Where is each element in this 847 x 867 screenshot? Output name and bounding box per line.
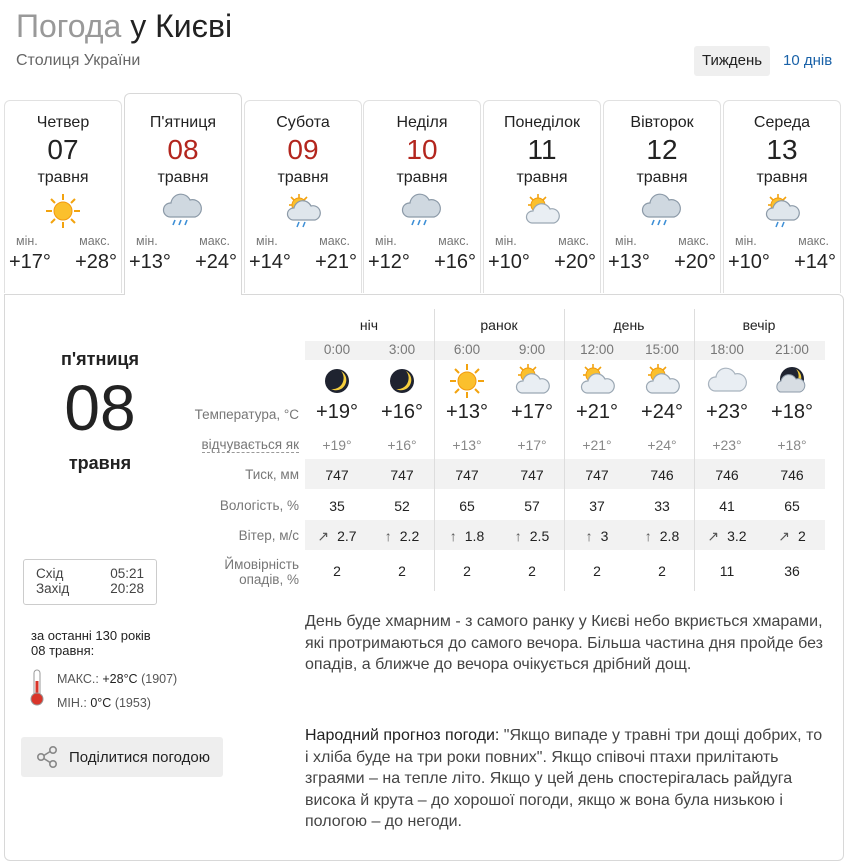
hour-feels: +21°: [582, 437, 612, 453]
hour-pressure: 747: [585, 467, 609, 483]
min-label: мін.: [735, 234, 757, 248]
day-month: травня: [37, 169, 89, 186]
precip-label-line1: Ймовірність: [224, 557, 299, 572]
max-label: макс.: [798, 234, 829, 248]
max-label: макс.: [79, 234, 110, 248]
hour-pressure: 746: [780, 467, 804, 483]
min-temp: +13°: [129, 251, 171, 273]
wind-direction-icon: ↗: [317, 528, 330, 544]
record-max-label: МАКС.:: [57, 672, 99, 686]
hour-pressure: 747: [390, 467, 414, 483]
hour-precip: 2: [333, 563, 341, 579]
max-temp: +20°: [674, 251, 716, 273]
hour-wind: [370, 528, 434, 544]
sun-cloud-icon: [484, 191, 600, 231]
hour-temp: +19°: [316, 401, 358, 423]
sun-rain-cloud-icon: [245, 191, 361, 231]
record-min-year: (1953): [114, 696, 151, 710]
day-month: травня: [277, 169, 329, 186]
humidity-row-label: Вологість, %: [219, 498, 299, 513]
hour-pressure: 746: [715, 467, 739, 483]
hour-humidity: 52: [394, 498, 410, 514]
page-subtitle: Столиця України: [16, 52, 141, 69]
day-number: 11: [527, 134, 557, 165]
hour-pressure: 747: [325, 467, 349, 483]
hour-humidity: 41: [719, 498, 735, 514]
ten-days-link[interactable]: 10 днів: [783, 52, 833, 69]
max-label: макс.: [438, 234, 469, 248]
wind-direction-icon: ↗: [707, 528, 720, 544]
day-month: травня: [636, 169, 688, 186]
max-temp: +28°: [75, 251, 117, 273]
share-label: Поділитися погодою: [69, 748, 211, 766]
min-label: мін.: [256, 234, 278, 248]
day-name: П'ятниця: [149, 114, 217, 131]
hour-temp: +17°: [511, 401, 553, 423]
sun-cloud-icon: [565, 365, 629, 397]
thermometer-icon: [29, 669, 45, 707]
sun-icon: [5, 191, 121, 231]
title-prefix: Погода: [16, 8, 122, 44]
period-label: день: [613, 317, 645, 333]
history-records: [57, 667, 177, 715]
day-month: травня: [157, 169, 209, 186]
hour-feels: +23°: [712, 437, 742, 453]
hour-pressure: 747: [520, 467, 544, 483]
wind-direction-icon: ↑: [514, 528, 522, 544]
hour-feels: +17°: [517, 437, 547, 453]
max-temp: +21°: [315, 251, 357, 273]
moon-icon: [305, 365, 369, 397]
hour-temp: +21°: [576, 401, 618, 423]
history-heading: [31, 628, 151, 658]
sunrise-label: Схід: [36, 566, 64, 581]
hour-temp: +18°: [771, 401, 813, 423]
hour-precip: 2: [593, 563, 601, 579]
page-title: [16, 8, 232, 45]
share-icon: [35, 745, 59, 769]
hour-humidity: 35: [329, 498, 345, 514]
detail-date: 08: [64, 372, 136, 444]
hour-feels: +19°: [322, 437, 352, 453]
hour-temp: +24°: [641, 401, 683, 423]
wind-speed: 2: [797, 528, 806, 544]
wind-speed: 2.5: [529, 528, 550, 544]
hour-precip: 2: [528, 563, 536, 579]
hour-temp: +23°: [706, 401, 748, 423]
hour-pressure: 747: [455, 467, 479, 483]
wind-speed: 2.2: [399, 528, 420, 544]
detail-month: травня: [68, 453, 132, 473]
wind-speed: 3: [600, 528, 609, 544]
hour-label: 3:00: [388, 342, 416, 357]
max-temp: +24°: [195, 251, 237, 273]
sunset-time: 20:28: [110, 581, 144, 596]
max-temp: +20°: [554, 251, 596, 273]
hour-wind: [500, 528, 564, 544]
precip-label-line2: опадів, %: [239, 572, 299, 587]
min-label: мін.: [495, 234, 517, 248]
max-temp: +16°: [434, 251, 476, 273]
hour-label: 12:00: [580, 342, 614, 357]
hour-humidity: 37: [589, 498, 605, 514]
min-label: мін.: [375, 234, 397, 248]
day-number: 08: [167, 134, 199, 165]
day-name: Понеділок: [503, 114, 581, 131]
wind-direction-icon: ↑: [384, 528, 392, 544]
record-max-value: +28°C: [102, 672, 138, 686]
day-number: 12: [646, 134, 678, 165]
wind-speed: 2.7: [337, 528, 357, 544]
feels-row-label[interactable]: відчувається як: [201, 437, 299, 452]
day-detail-panel: [4, 294, 844, 861]
max-label: макс.: [678, 234, 709, 248]
day-month: травня: [516, 169, 568, 186]
hour-label: 9:00: [518, 342, 546, 357]
wind-direction-icon: ↑: [585, 528, 593, 544]
min-temp: +10°: [728, 251, 770, 273]
hour-label: 21:00: [775, 342, 809, 357]
wind-direction-icon: ↑: [449, 528, 457, 544]
hour-wind: [630, 528, 694, 544]
rain-cloud-icon: [604, 191, 720, 231]
day-number: 10: [406, 134, 438, 165]
share-button[interactable]: [21, 737, 223, 777]
folk-label: Народний прогноз погоди:: [305, 727, 500, 744]
hour-feels: +18°: [777, 437, 807, 453]
hour-feels: +24°: [647, 437, 677, 453]
hour-precip: 2: [398, 563, 406, 579]
title-city: у Києві: [130, 8, 233, 44]
day-number: 09: [287, 134, 319, 165]
day-card-08[interactable]: [124, 93, 242, 295]
min-label: мін.: [615, 234, 637, 248]
sunset-label: Захід: [36, 581, 70, 596]
day-card-09[interactable]: [244, 100, 362, 293]
day-number: 07: [47, 134, 79, 165]
hour-precip: 36: [784, 563, 800, 579]
wind-speed: 3.2: [727, 528, 747, 544]
rain-cloud-icon: [125, 191, 241, 231]
hour-wind: [760, 528, 824, 545]
max-temp: +14°: [794, 251, 836, 273]
min-temp: +10°: [488, 251, 530, 273]
hour-precip: 11: [719, 563, 735, 579]
day-number: 13: [766, 134, 798, 165]
day-card-12[interactable]: [603, 100, 721, 293]
min-temp: +17°: [9, 251, 51, 273]
history-title: за останні 130 років: [31, 628, 151, 643]
cloud-icon: [695, 365, 759, 397]
hour-wind: [565, 528, 629, 544]
pressure-row-label: Тиск, мм: [245, 467, 299, 482]
max-label: макс.: [558, 234, 589, 248]
day-name: Середа: [753, 114, 811, 131]
hour-precip: 2: [658, 563, 666, 579]
sun-icon: [435, 365, 499, 397]
wind-speed: 2.8: [659, 528, 680, 544]
min-temp: +14°: [249, 251, 291, 273]
detail-weekday: п'ятниця: [61, 349, 139, 369]
min-label: мін.: [136, 234, 158, 248]
hour-wind: [695, 528, 759, 545]
hour-label: 0:00: [323, 342, 351, 357]
hour-label: 18:00: [710, 342, 744, 357]
hour-temp: +13°: [446, 401, 488, 423]
sunrise-time: 05:21: [110, 566, 144, 581]
day-name: Субота: [276, 114, 330, 131]
min-temp: +13°: [608, 251, 650, 273]
period-label: вечір: [742, 317, 776, 333]
week-tab[interactable]: Тиждень: [694, 46, 770, 76]
max-label: макс.: [199, 234, 230, 248]
wind-row-label: Вітер, м/с: [238, 528, 299, 543]
wind-direction-icon: ↑: [644, 528, 652, 544]
hour-precip: 2: [463, 563, 471, 579]
period-label: ранок: [480, 317, 518, 333]
min-label: мін.: [16, 234, 38, 248]
sun-cloud-icon: [630, 365, 694, 397]
min-temp: +12°: [368, 251, 410, 273]
sun-times: [23, 559, 157, 605]
record-max-year: (1907): [141, 672, 178, 686]
rain-cloud-icon: [364, 191, 480, 231]
temp-row-label: Температура, °C: [194, 407, 299, 422]
day-name: Вівторок: [630, 114, 694, 131]
hour-label: 6:00: [453, 342, 481, 357]
day-name: Четвер: [36, 114, 90, 131]
day-name: Неділя: [396, 114, 448, 131]
hour-feels: +13°: [452, 437, 482, 453]
day-card-10[interactable]: [363, 100, 481, 293]
sun-cloud-icon: [500, 365, 564, 397]
day-card-11[interactable]: [483, 100, 601, 293]
forecast-description: День буде хмарним - з самого ранку у Києві небо вкриється хмарами, які протримаються до самого вечора. Більша частина дня пройде без опадів, а ближче до вечора очікується дрібний дощ.: [305, 613, 823, 673]
hour-wind: [435, 528, 499, 544]
day-month: травня: [396, 169, 448, 186]
record-min-value: 0°C: [90, 696, 112, 710]
moon-cloud-icon: [760, 365, 824, 397]
max-label: макс.: [319, 234, 350, 248]
wind-direction-icon: ↗: [778, 528, 790, 544]
day-card-13[interactable]: [723, 100, 841, 293]
hour-humidity: 57: [524, 498, 540, 514]
hour-humidity: 33: [654, 498, 670, 514]
record-min-label: МІН.:: [57, 696, 87, 710]
hour-pressure: 746: [650, 467, 674, 483]
precip-row-label: [157, 557, 299, 587]
folk-text: "Якщо випаде у травні три дощі добрих, то і хліба буде на три роки повних". Якщо співочі птахи прилітають зграями – на тепле літо. Якщо у цей день спостерігалась райдуга висока й крута – до хорошої погоди, якщо ж вона була низькою і пологою – до негоди.: [305, 727, 823, 830]
hour-label: 15:00: [645, 342, 679, 357]
day-month: травня: [756, 169, 808, 186]
hour-feels: +16°: [387, 437, 417, 453]
period-label: ніч: [359, 317, 379, 333]
moon-icon: [370, 365, 434, 397]
day-card-07[interactable]: [4, 100, 122, 293]
hour-wind: [305, 528, 369, 545]
hour-humidity: 65: [459, 498, 475, 514]
history-date: 08 травня:: [31, 643, 95, 658]
hour-temp: +16°: [381, 401, 423, 423]
sun-rain-cloud-icon: [724, 191, 840, 231]
wind-speed: 1.8: [464, 528, 485, 544]
hour-humidity: 65: [784, 498, 800, 514]
folk-forecast: [305, 725, 825, 833]
